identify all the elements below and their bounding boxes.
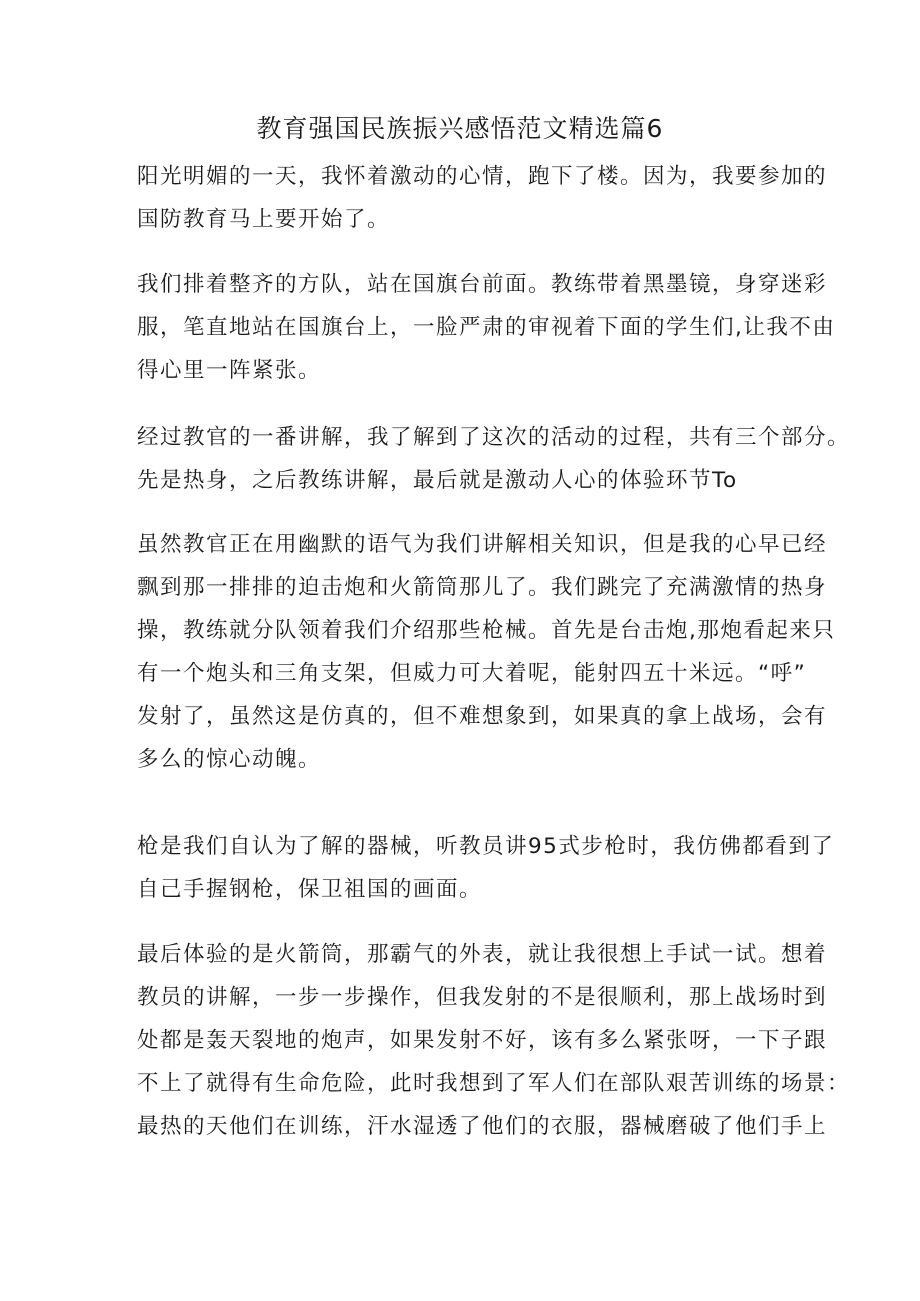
text-line: 经过教官的一番讲解，我了解到了这次的活动的过程，共有三个部分。 [137, 425, 851, 450]
text-line: 最热的天他们在训练，汗水湿透了他们的衣服，器械磨破了他们手上 [137, 1114, 828, 1139]
paragraph [137, 416, 851, 502]
text-line: 虽然教官正在用幽默的语气为我们讲解相关知识，但是我的心早已经 [137, 532, 828, 557]
text-line: 最后体验的是火箭筒，那霸气的外表，就让我很想上手试一试。想着 [137, 942, 828, 967]
text-line: 阳光明媚的一天，我怀着激动的心情，跑下了楼。因为，我要参加的 [137, 164, 828, 189]
text-line: 我们排着整齐的方队，站在国旗台前面。教练带着黑墨镜，身穿迷彩 [137, 272, 828, 297]
text-line: 处都是轰天裂地的炮声，如果发射不好，该有多么紧张呀，一下子跟 [137, 1028, 828, 1053]
text-line: 不上了就得有生命危险，此时我想到了军人们在部队艰苦训练的场景： [137, 1071, 851, 1096]
text-line: 飘到那一排排的迫击炮和火箭筒那儿了。我们跳完了充满激情的热身 [137, 575, 828, 600]
paragraph [137, 825, 835, 911]
text-line: 枪是我们自认为了解的器械，听教员讲95式步枪时，我仿佛都看到了 [137, 834, 835, 859]
document-title: 教育强国民族振兴感悟范文精选篇6 [256, 114, 664, 143]
text-line: 多么的惊心动魄。 [137, 747, 322, 772]
text-line: 教员的讲解，一步一步操作，但我发射的不是很顺利，那上战场时到 [137, 985, 828, 1010]
text-line: 发射了，虽然这是仿真的，但不难想象到，如果真的拿上战场，会有 [137, 704, 828, 729]
paragraph [137, 263, 836, 392]
text-line: 先是热身，之后教练讲解，最后就是激动人心的体验环节To [137, 468, 738, 493]
text-line: 国防教育马上要开始了。 [137, 207, 391, 232]
text-line: 服，笔直地站在国旗台上，一脸严肃的审视着下面的学生们,让我不由 [137, 315, 836, 340]
text-line: 得心里一阵紧张。 [137, 358, 322, 383]
paragraph [137, 523, 836, 781]
paragraph [137, 933, 851, 1148]
text-line: 自己手握钢枪，保卫祖国的画面。 [137, 877, 483, 902]
text-line: 有一个炮头和三角支架，但威力可大着呢，能射四五十米远。“呼” [137, 661, 807, 686]
paragraph [137, 155, 828, 241]
text-line: 操，教练就分队领着我们介绍那些枪械。首先是台击炮,那炮看起来只 [137, 618, 836, 643]
